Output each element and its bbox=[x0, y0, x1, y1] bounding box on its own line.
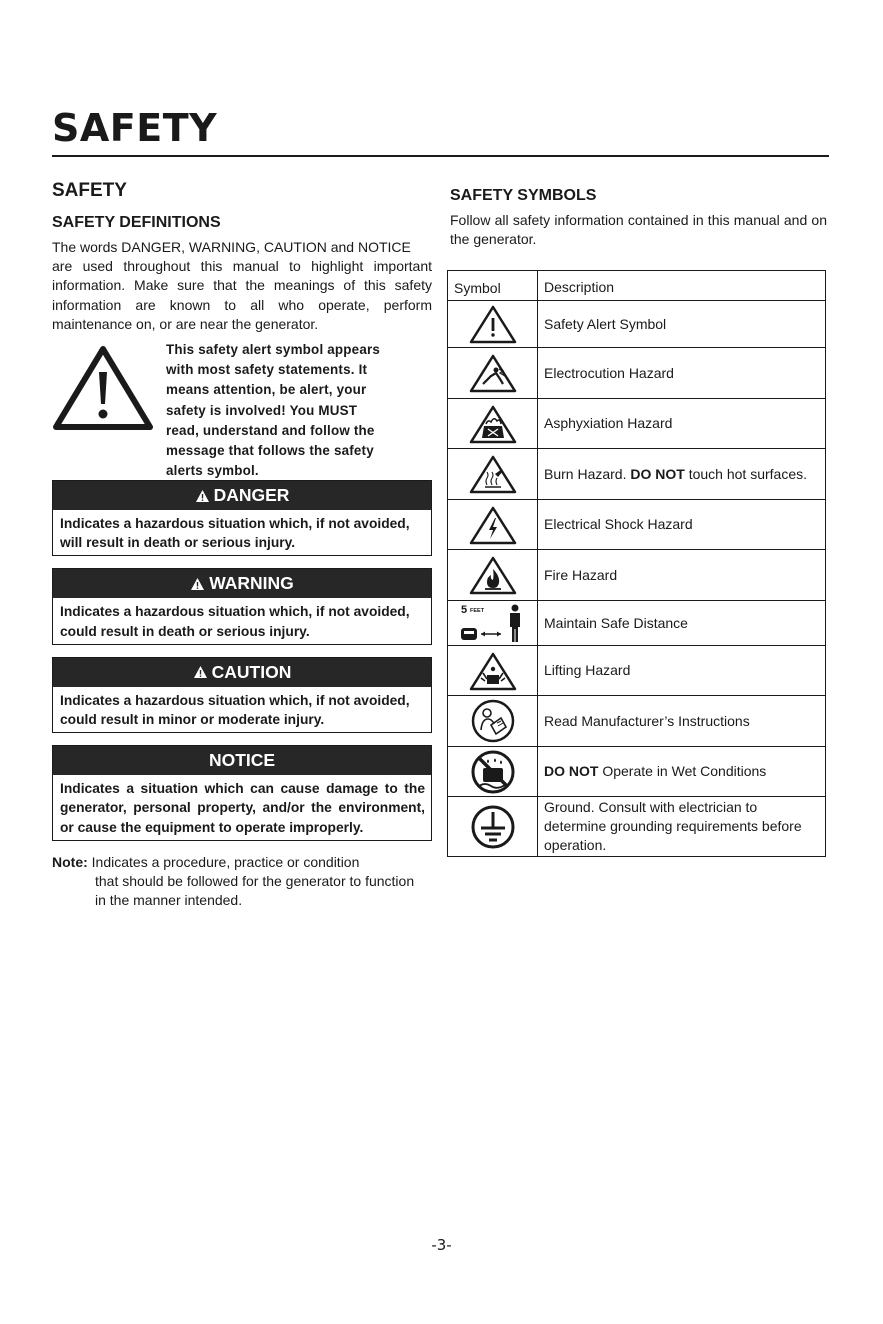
row-description: Asphyxiation Hazard bbox=[538, 399, 826, 449]
table-row bbox=[448, 500, 826, 550]
alert-line: alerts symbol. bbox=[166, 463, 259, 479]
alert-symbol-block bbox=[52, 340, 432, 480]
title-divider bbox=[52, 155, 829, 157]
safety-definitions-heading: SAFETY DEFINITIONS bbox=[52, 214, 221, 231]
no-wet-conditions-icon bbox=[470, 749, 516, 795]
table-row bbox=[448, 550, 826, 601]
table-row bbox=[448, 646, 826, 696]
table-row bbox=[448, 449, 826, 500]
notice-box bbox=[52, 745, 432, 841]
row-description: Read Manufacturer’s Instructions bbox=[538, 696, 826, 747]
safe-distance-label: 5 bbox=[460, 604, 467, 616]
safety-symbols-intro: Follow all safety information contained in this manual and on the generator. bbox=[450, 212, 827, 248]
safety-heading: SAFETY bbox=[52, 180, 127, 201]
notice-text: Indicates a situation which can cause damage to the generator, personal property, and/or the environment, or cause the equipment to operate improperly. bbox=[60, 781, 425, 835]
read-manual-icon bbox=[470, 698, 516, 744]
danger-box bbox=[52, 480, 432, 556]
note-text: in the manner intended. bbox=[95, 891, 243, 908]
electrocution-hazard-icon bbox=[469, 353, 517, 393]
row-description: Fire Hazard bbox=[538, 550, 826, 601]
ground-icon bbox=[470, 804, 516, 850]
left-column bbox=[52, 178, 432, 910]
row-description: Safety Alert Symbol bbox=[538, 301, 826, 348]
page-number: -3- bbox=[431, 1236, 452, 1254]
row-description: Ground. Consult with electrician to determine grounding requirements before operation. bbox=[538, 797, 826, 857]
row-description: Electrical Shock Hazard bbox=[538, 500, 826, 550]
fire-hazard-icon bbox=[469, 555, 517, 595]
table-row bbox=[448, 601, 826, 646]
alert-line: read, understand and follow the bbox=[166, 422, 375, 438]
note bbox=[52, 853, 432, 910]
row-description: Burn Hazard. DO NOT touch hot surfaces. bbox=[538, 449, 826, 500]
intro-line: maintenance on, or are near the generator. bbox=[52, 315, 319, 332]
warning-header bbox=[53, 569, 431, 598]
danger-header bbox=[53, 481, 431, 510]
symbol-column-header: Symbol bbox=[448, 271, 538, 301]
right-column bbox=[450, 183, 827, 249]
definitions-intro bbox=[52, 238, 432, 334]
alert-line: safety is involved! You MUST bbox=[166, 402, 358, 418]
alert-symbol-text bbox=[166, 340, 432, 481]
electrical-shock-icon bbox=[469, 505, 517, 545]
table-header-row bbox=[448, 271, 826, 301]
caution-label: CAUTION bbox=[211, 661, 292, 682]
note-label: Note: bbox=[52, 853, 88, 870]
warning-triangle-icon bbox=[195, 489, 210, 503]
table-row bbox=[448, 797, 826, 857]
alert-line: with most safety statements. It bbox=[166, 362, 368, 378]
safety-symbols-heading: SAFETY SYMBOLS bbox=[450, 187, 597, 204]
warning-text: Indicates a hazardous situation which, if not avoided, could result in death or serious injury. bbox=[60, 604, 410, 639]
notice-label: NOTICE bbox=[208, 750, 276, 771]
warning-triangle-icon bbox=[193, 665, 208, 679]
warning-box bbox=[52, 568, 432, 644]
caution-text: Indicates a hazardous situation which, if not avoided, could result in minor or moderate injury. bbox=[60, 692, 410, 728]
intro-line: The words DANGER, WARNING, CAUTION and NOTICE bbox=[52, 239, 411, 255]
table-row bbox=[448, 696, 826, 747]
warning-triangle-icon bbox=[190, 577, 205, 591]
safe-distance-unit: FEET bbox=[469, 608, 484, 614]
asphyxiation-hazard-icon bbox=[469, 404, 517, 444]
caution-header bbox=[53, 658, 431, 687]
table-row bbox=[448, 399, 826, 449]
intro-line: are used throughout this manual to highlight important information. Make sure that the meanings of this safety information are known to all who operate, perform bbox=[52, 258, 432, 313]
note-text: Indicates a procedure, practice or condition bbox=[91, 853, 360, 870]
row-description: Lifting Hazard bbox=[538, 646, 826, 696]
alert-line: This safety alert symbol appears bbox=[166, 342, 381, 358]
danger-text: Indicates a hazardous situation which, if not avoided, will result in death or serious injury. bbox=[60, 516, 410, 551]
warning-label: WARNING bbox=[209, 573, 294, 594]
caution-box bbox=[52, 657, 432, 733]
safety-alert-icon bbox=[469, 304, 517, 344]
description-column-header: Description bbox=[538, 271, 826, 301]
safe-distance-icon bbox=[457, 602, 529, 644]
note-text: that should be followed for the generator to function bbox=[95, 872, 415, 889]
safety-alert-icon bbox=[52, 344, 154, 432]
alert-line: means attention, be alert, your bbox=[166, 382, 367, 398]
alert-line: message that follows the safety bbox=[166, 443, 374, 459]
table-row bbox=[448, 348, 826, 399]
row-description: Maintain Safe Distance bbox=[538, 601, 826, 646]
lifting-hazard-icon bbox=[469, 651, 517, 691]
safety-symbols-table bbox=[447, 270, 826, 857]
row-description: Electrocution Hazard bbox=[538, 348, 826, 399]
burn-hazard-icon bbox=[469, 454, 517, 494]
page-title: SAFETY bbox=[52, 106, 218, 150]
notice-header bbox=[53, 746, 431, 775]
danger-label: DANGER bbox=[213, 485, 290, 506]
table-row bbox=[448, 747, 826, 797]
table-row bbox=[448, 301, 826, 348]
row-description: DO NOT Operate in Wet Conditions bbox=[538, 747, 826, 797]
